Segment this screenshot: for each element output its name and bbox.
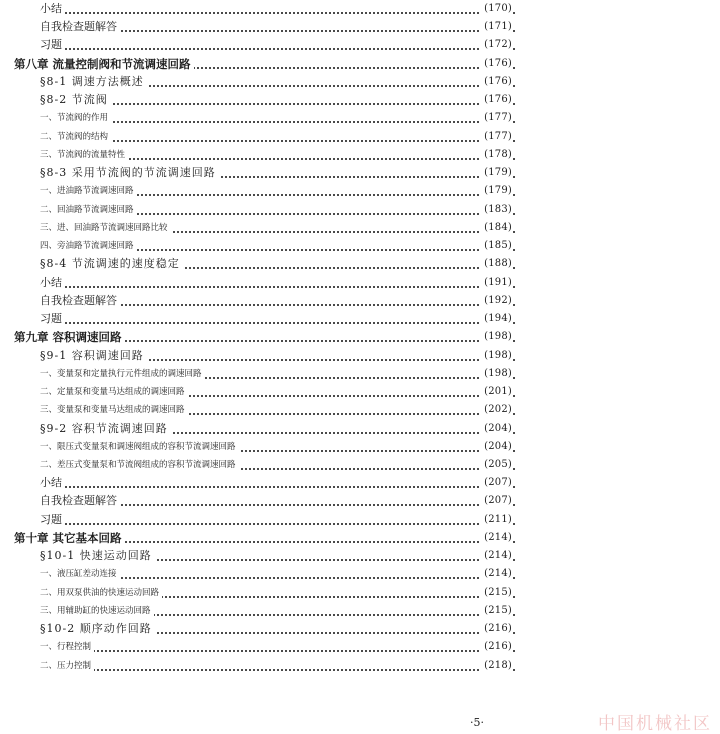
toc-entry-title: 习题 xyxy=(40,511,65,529)
toc-entry-title: 小结 xyxy=(40,274,65,292)
toc-entry[interactable] xyxy=(0,237,720,255)
toc-entry[interactable] xyxy=(0,620,720,638)
toc-entry-title: 三、变量泵和变量马达组成的调速回路 xyxy=(40,401,188,419)
toc-entry-page: (176) xyxy=(481,55,512,73)
toc-entry[interactable] xyxy=(0,73,720,91)
toc-entry[interactable] xyxy=(0,638,720,656)
toc-entry[interactable] xyxy=(0,401,720,419)
toc-entry-page: (204) xyxy=(481,438,512,456)
toc-entry-title: 三、节流阀的流量特性 xyxy=(40,146,128,164)
toc-entry[interactable] xyxy=(0,201,720,219)
toc-entry-title: §9-2 容积节流调速回路 xyxy=(40,420,171,438)
dot-leader xyxy=(60,286,515,288)
dot-leader xyxy=(60,140,515,142)
toc-entry-page: (192) xyxy=(481,292,512,310)
toc-entry[interactable] xyxy=(0,109,720,127)
toc-entry[interactable] xyxy=(0,365,720,383)
dot-leader xyxy=(60,322,515,324)
toc-entry[interactable] xyxy=(0,18,720,36)
toc-entry-title: 一、进油路节流调速回路 xyxy=(40,182,137,200)
toc-entry-title: 三、用辅助缸的快速运动回路 xyxy=(40,602,154,620)
toc-entry[interactable] xyxy=(0,128,720,146)
toc-entry-page: (185) xyxy=(481,237,512,255)
dot-leader xyxy=(60,304,515,306)
toc-entry-title: 一、变量泵和定量执行元件组成的调速回路 xyxy=(40,365,205,383)
toc-entry-title: 第九章 容积调速回路 xyxy=(14,328,125,346)
dot-leader xyxy=(60,669,515,671)
toc-entry-page: (183) xyxy=(481,201,512,219)
toc-entry-page: (184) xyxy=(481,219,512,237)
toc-entry-page: (179) xyxy=(481,182,512,200)
toc-entry-page: (214) xyxy=(481,547,512,565)
dot-leader xyxy=(60,486,515,488)
watermark: 中国机械社区 xyxy=(598,714,712,734)
toc-entry-title: 小结 xyxy=(40,0,65,18)
dot-leader xyxy=(60,103,515,105)
toc-entry[interactable] xyxy=(0,347,720,365)
toc-entry[interactable] xyxy=(0,328,720,346)
toc-entry-title: §10-2 顺序动作回路 xyxy=(40,620,155,638)
toc-entry-title: 一、行程控制 xyxy=(40,638,94,656)
toc-entry[interactable] xyxy=(0,511,720,529)
dot-leader xyxy=(60,650,515,652)
toc-entry[interactable] xyxy=(0,55,720,73)
dot-leader xyxy=(60,504,515,506)
toc-entry[interactable] xyxy=(0,274,720,292)
dot-leader xyxy=(60,12,515,14)
toc-entry-title: 习题 xyxy=(40,310,65,328)
toc-entry-title: §10-1 快速运动回路 xyxy=(40,547,155,565)
toc-entry-page: (205) xyxy=(481,456,512,474)
toc-entry-page: (178) xyxy=(481,146,512,164)
toc-entry[interactable] xyxy=(0,383,720,401)
toc-entry-page: (176) xyxy=(481,73,512,91)
toc-entry[interactable] xyxy=(0,602,720,620)
toc-entry-title: 三、进、回油路节流调速回路比较 xyxy=(40,219,171,237)
dot-leader xyxy=(60,48,515,50)
toc-entry-title: 第八章 流量控制阀和节流调速回路 xyxy=(14,55,194,73)
toc-entry[interactable] xyxy=(0,0,720,18)
toc-entry[interactable] xyxy=(0,91,720,109)
toc-entry-page: (214) xyxy=(481,565,512,583)
toc-entry-page: (170) xyxy=(481,0,512,18)
toc-entry-title: 小结 xyxy=(40,474,65,492)
toc-entry-page: (171) xyxy=(481,18,512,36)
toc-entry-title: 第十章 其它基本回路 xyxy=(14,529,125,547)
toc-entry-title: 自我检查题解答 xyxy=(40,18,120,36)
toc-entry[interactable] xyxy=(0,164,720,182)
toc-entry[interactable] xyxy=(0,438,720,456)
dot-leader xyxy=(60,577,515,579)
toc-entry-page: (215) xyxy=(481,584,512,602)
toc-entry-title: 二、压力控制 xyxy=(40,657,94,675)
toc-entry-page: (218) xyxy=(481,657,512,675)
toc-entry[interactable] xyxy=(0,492,720,510)
toc-entry-page: (198) xyxy=(481,347,512,365)
page-number: ·5· xyxy=(470,716,484,729)
toc-entry[interactable] xyxy=(0,146,720,164)
dot-leader xyxy=(60,523,515,525)
toc-entry-title: 一、限压式变量泵和调速阀组成的容积节流调速回路 xyxy=(40,438,239,456)
toc-entry-page: (172) xyxy=(481,36,512,54)
toc-entry[interactable] xyxy=(0,182,720,200)
toc-entry-page: (179) xyxy=(481,164,512,182)
toc-entry-title: §8-2 节流阀 xyxy=(40,91,111,109)
toc-entry[interactable] xyxy=(0,420,720,438)
toc-entry[interactable] xyxy=(0,36,720,54)
toc-entry[interactable] xyxy=(0,547,720,565)
toc-entry-page: (177) xyxy=(481,128,512,146)
toc-entry-page: (201) xyxy=(481,383,512,401)
toc-entry[interactable] xyxy=(0,584,720,602)
toc-entry-title: 二、用双泵供油的快速运动回路 xyxy=(40,584,162,602)
toc-entry-page: (198) xyxy=(481,328,512,346)
toc-entry[interactable] xyxy=(0,456,720,474)
toc-entry-title: 一、液压缸差动连接 xyxy=(40,565,120,583)
toc-entry-title: 二、差压式变量泵和节流阀组成的容积节流调速回路 xyxy=(40,456,239,474)
dot-leader xyxy=(60,121,515,123)
toc-entry-page: (194) xyxy=(481,310,512,328)
toc-entry-title: 二、回油路节流调速回路 xyxy=(40,201,137,219)
toc-entry-page: (204) xyxy=(481,420,512,438)
toc-entry-page: (176) xyxy=(481,91,512,109)
toc-entry-title: §8-1 调速方法概述 xyxy=(40,73,147,91)
toc-entry-page: (216) xyxy=(481,638,512,656)
toc-entry[interactable] xyxy=(0,657,720,675)
toc-entry-page: (177) xyxy=(481,109,512,127)
toc-entry-page: (198) xyxy=(481,365,512,383)
toc-entry-page: (202) xyxy=(481,401,512,419)
toc-entry-page: (191) xyxy=(481,274,512,292)
toc-entry-title: §8-4 节流调速的速度稳定 xyxy=(40,255,183,273)
toc-entry-title: §8-3 采用节流阀的节流调速回路 xyxy=(40,164,219,182)
toc-entry[interactable] xyxy=(0,565,720,583)
toc-entry[interactable] xyxy=(0,292,720,310)
dot-leader xyxy=(60,30,515,32)
toc-entry-title: 习题 xyxy=(40,36,65,54)
toc-entry-page: (215) xyxy=(481,602,512,620)
toc-entry-title: 自我检查题解答 xyxy=(40,292,120,310)
toc-entry-page: (207) xyxy=(481,492,512,510)
dot-leader xyxy=(60,158,515,160)
toc-entry-page: (207) xyxy=(481,474,512,492)
toc-entry[interactable] xyxy=(0,529,720,547)
toc-entry-page: (214) xyxy=(481,529,512,547)
toc-entry-title: 二、定量泵和变量马达组成的调速回路 xyxy=(40,383,188,401)
toc-entry-title: 二、节流阀的结构 xyxy=(40,128,111,146)
toc-entry[interactable] xyxy=(0,255,720,273)
toc-entry[interactable] xyxy=(0,310,720,328)
toc-entry-title: §9-1 容积调速回路 xyxy=(40,347,147,365)
toc-entry-title: 一、节流阀的作用 xyxy=(40,109,111,127)
toc-entry-page: (211) xyxy=(481,511,512,529)
toc-entry-title: 四、旁油路节流调速回路 xyxy=(40,237,137,255)
toc-entry-page: (216) xyxy=(481,620,512,638)
toc-entry-title: 自我检查题解答 xyxy=(40,492,120,510)
toc-entry[interactable] xyxy=(0,219,720,237)
toc-entry[interactable] xyxy=(0,474,720,492)
toc-entry-page: (188) xyxy=(481,255,512,273)
